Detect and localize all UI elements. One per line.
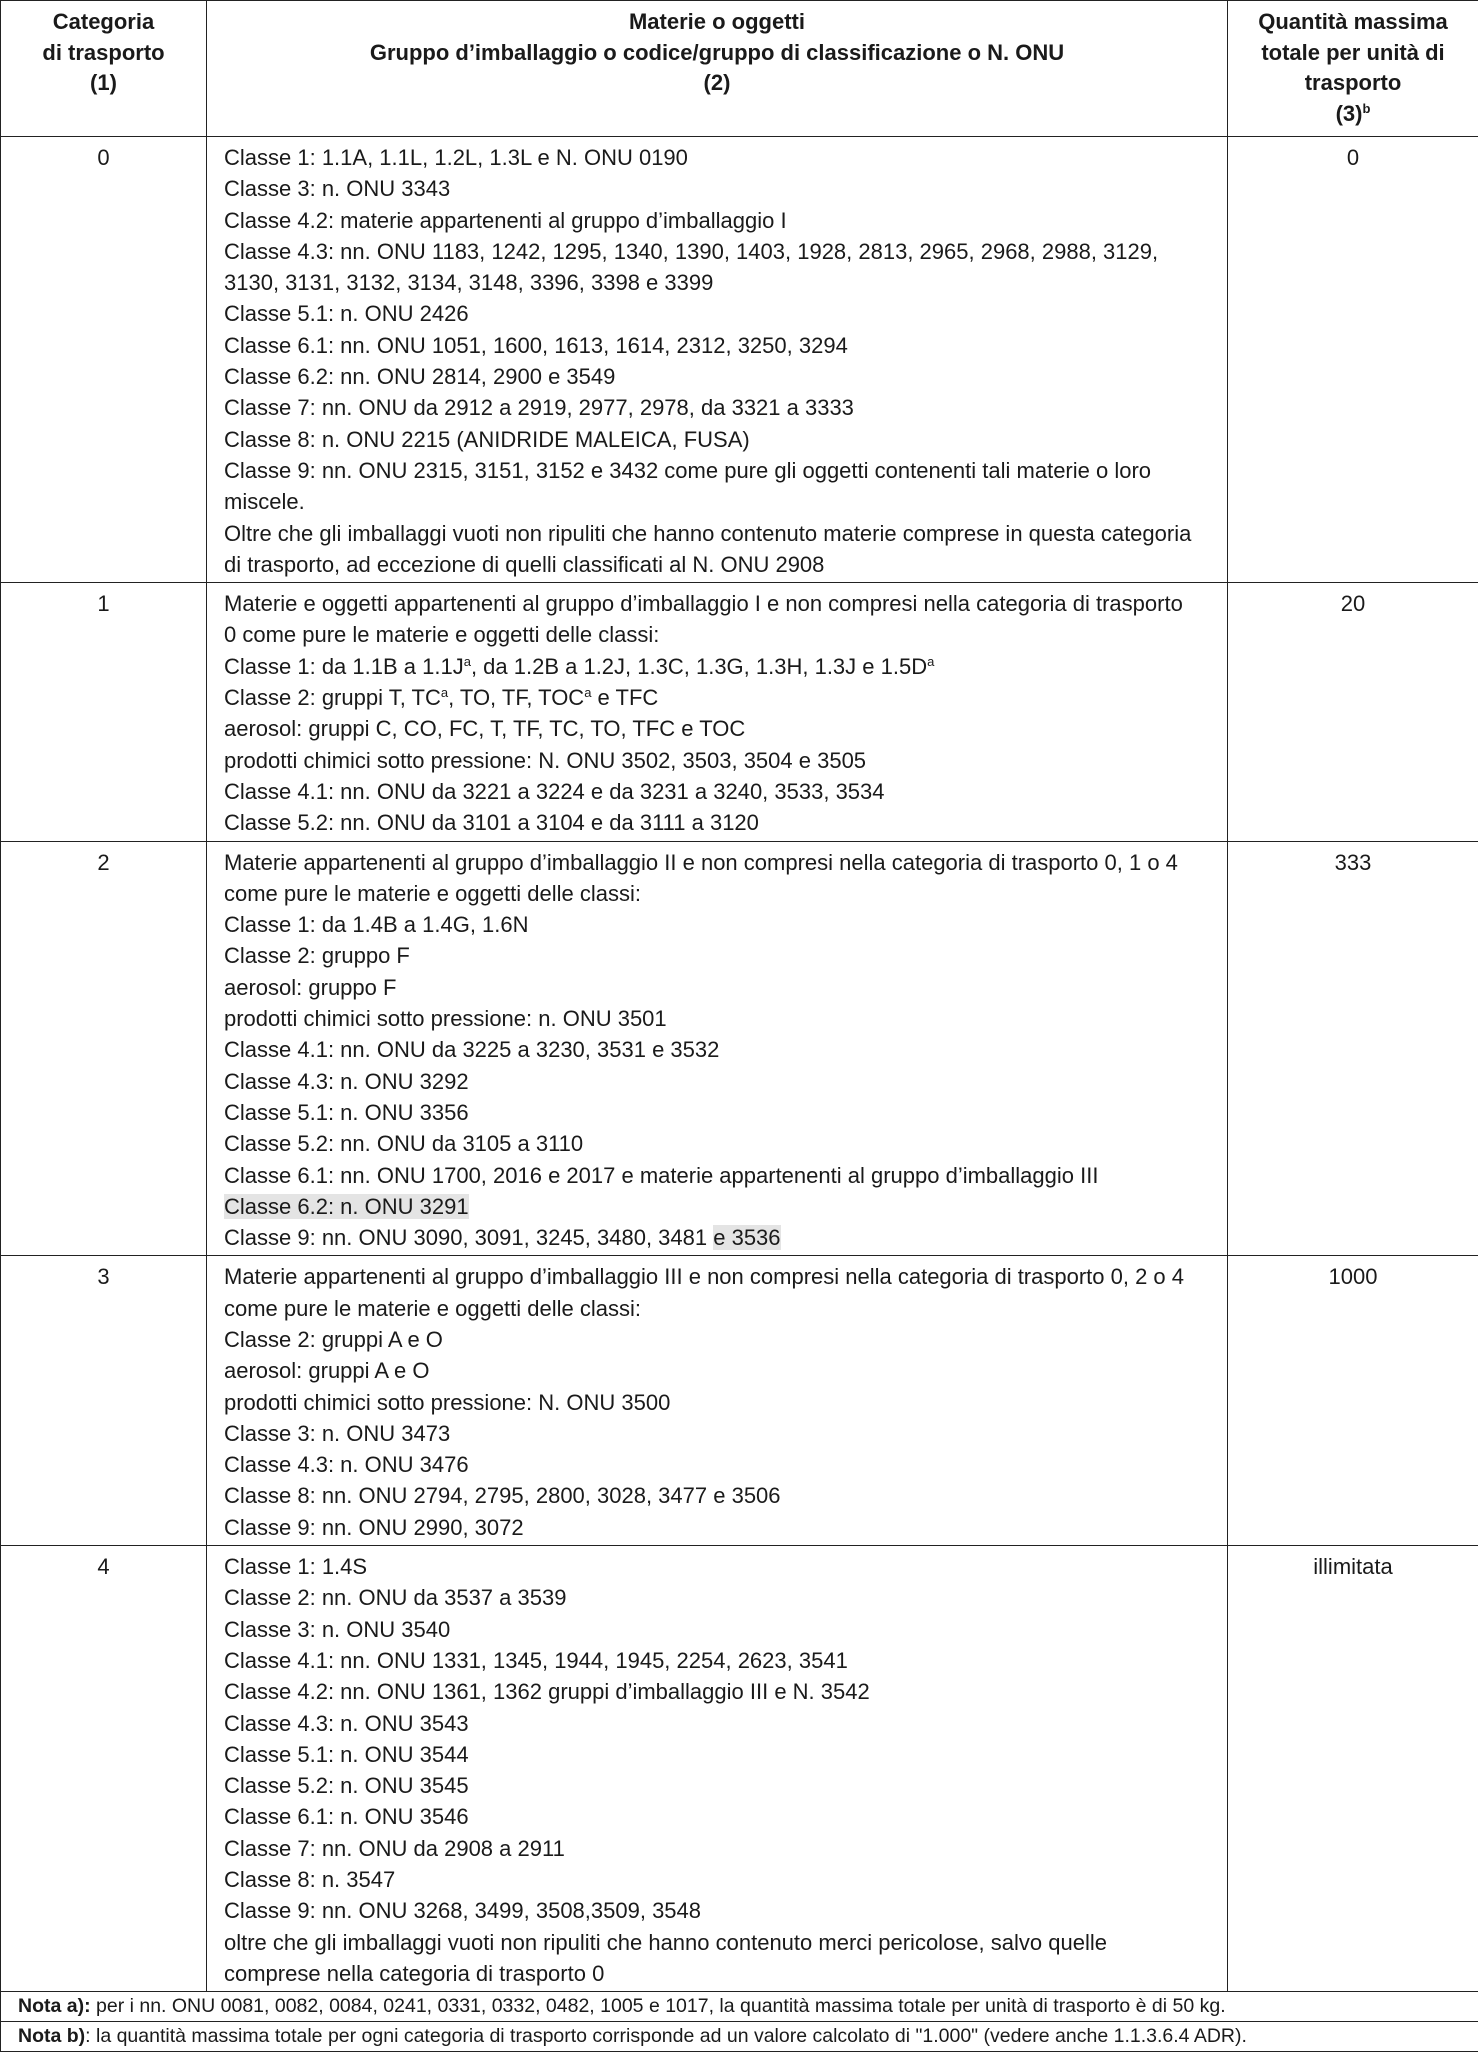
note-b: Nota b): la quantità massima totale per ogni categoria di trasporto corrisponde ad un valore calcolato di "1.000" (vedere anche 1.1.3.6.4 ADR).	[1, 2022, 1478, 2052]
category-cell: 4	[1, 1546, 207, 1992]
materials-cell: Classe 1: 1.4S Classe 2: nn. ONU da 3537 a 3539 Classe 3: n. ONU 3540 Classe 4.1: nn. ONU 1331, 1345, 1944, 1945, 2254, 2623, 3541 Classe 4.2: nn. ONU 1361, 1362 gruppi d’imballaggio III e N. 3542 Classe 4.3: n. ONU 3543 Classe 5.1: n. ONU 3544 Classe 5.2: n. ONU 3545 Classe 6.1: n. ONU 3546 Classe 7: nn. ONU da 2908 a 2911 Classe 8: n. 3547 Classe 9: nn. ONU 3268, 3499, 3508,3509, 3548 oltre che gli imballaggi vuoti non ripuliti che hanno contenuto merci pericolose, salvo quelle comprese nella categoria di trasporto 0	[207, 1546, 1228, 1992]
header-row	[1, 1, 1478, 137]
header-materials: Materie o oggetti Gruppo d’imballaggio o codice/gruppo di classificazione o N. ONU (2)	[207, 1, 1228, 137]
quantity-cell: 333	[1228, 841, 1478, 1256]
category-cell: 3	[1, 1256, 207, 1546]
header-category: Categoria di trasporto (1)	[1, 1, 207, 137]
quantity-cell: 0	[1228, 137, 1478, 583]
highlighted-text: Classe 6.2: n. ONU 3291	[224, 1194, 469, 1219]
quantity-cell: 20	[1228, 583, 1478, 841]
note-a: Nota a): per i nn. ONU 0081, 0082, 0084, 0241, 0331, 0332, 0482, 1005 e 1017, la quantità massima totale per unità di trasporto è di 50 kg.	[1, 1992, 1478, 2022]
materials-cell: Materie appartenenti al gruppo d’imballaggio III e non compresi nella categoria di trasporto 0, 2 o 4 come pure le materie e oggetti delle classi: Classe 2: gruppi A e O aerosol: gruppi A e O prodotti chimici sotto pressione: N. ONU 3500 Classe 3: n. ONU 3473 Classe 4.3: n. ONU 3476 Classe 8: nn. ONU 2794, 2795, 2800, 3028, 3477 e 3506 Classe 9: nn. ONU 2990, 3072	[207, 1256, 1228, 1546]
table-row	[1, 1256, 1478, 1546]
table-row	[1, 583, 1478, 841]
category-cell: 2	[1, 841, 207, 1256]
quantity-cell: 1000	[1228, 1256, 1478, 1546]
materials-cell: Materie e oggetti appartenenti al gruppo d’imballaggio I e non compresi nella categoria di trasporto 0 come pure le materie e oggetti delle classi: Classe 1: da 1.1B a $1.1J^a$, da 1.2B a 1.2J, 1.3C, 1.3G, 1.3H, 1.3J e $1.5D^a$ Classe 2: gruppi T, $TC^a$, TO, TF, TOC$^a$ e TFC aerosol: gruppi C, CO, FC, T, TF, TC, TO, TFC e TOC prodotti chimici sotto pressione: N. ONU 3502, 3503, 3504 e 3505 Classe 4.1: nn. ONU da 3221 a 3224 e da 3231 a 3240, 3533, 3534 Classe 5.2: nn. ONU da 3101 a 3104 e da 3111 a 3120	[207, 583, 1228, 841]
table-row	[1, 841, 1478, 1256]
table-row	[1, 1546, 1478, 1992]
note-row	[1, 1992, 1478, 2022]
quantity-cell: illimitata	[1228, 1546, 1478, 1992]
highlighted-text: e 3536	[713, 1225, 780, 1250]
table-row	[1, 137, 1478, 583]
header-quantity: Quantità massima totale per unità di trasporto $(3)^b$	[1228, 1, 1478, 137]
category-cell: 1	[1, 583, 207, 841]
materials-cell: Classe 1: 1.1A, 1.1L, 1.2L, 1.3L e N. ONU 0190 Classe 3: n. ONU 3343 Classe 4.2: materie appartenenti al gruppo d’imballaggio I Classe 4.3: nn. ONU 1183, 1242, 1295, 1340, 1390, 1403, 1928, 2813, 2965, 2968, 2988, 3129, 3130, 3131, 3132, 3134, 3148, 3396, 3398 e 3399 Classe 5.1: n. ONU 2426 Classe 6.1: nn. ONU 1051, 1600, 1613, 1614, 2312, 3250, 3294 Classe 6.2: nn. ONU 2814, 2900 e 3549 Classe 7: nn. ONU da 2912 a 2919, 2977, 2978, da 3321 a 3333 Classe 8: n. ONU 2215 (ANIDRIDE MALEICA, FUSA) Classe 9: nn. ONU 2315, 3151, 3152 e 3432 come pure gli oggetti contenenti tali materie o loro miscele. Oltre che gli imballaggi vuoti non ripuliti che hanno contenuto materie comprese in questa categoria di trasporto, ad eccezione di quelli classificati al N. ONU 2908	[207, 137, 1228, 583]
category-cell: 0	[1, 137, 207, 583]
materials-cell: Materie appartenenti al gruppo d’imballaggio II e non compresi nella categoria di trasporto 0, 1 o 4 come pure le materie e oggetti delle classi: Classe 1: da 1.4B a 1.4G, 1.6N Classe 2: gruppo F aerosol: gruppo F prodotti chimici sotto pressione: n. ONU 3501 Classe 4.1: nn. ONU da 3225 a 3230, 3531 e 3532 Classe 4.3: n. ONU 3292 Classe 5.1: n. ONU 3356 Classe 5.2: nn. ONU da 3105 a 3110 Classe 6.1: nn. ONU 1700, 2016 e 2017 e materie appartenenti al gruppo d’imballaggio III Classe 6.2: n. ONU 3291 Classe 9: nn. ONU 3090, 3091, 3245, 3480, 3481 e 3536	[207, 841, 1228, 1256]
note-row	[1, 2022, 1478, 2052]
